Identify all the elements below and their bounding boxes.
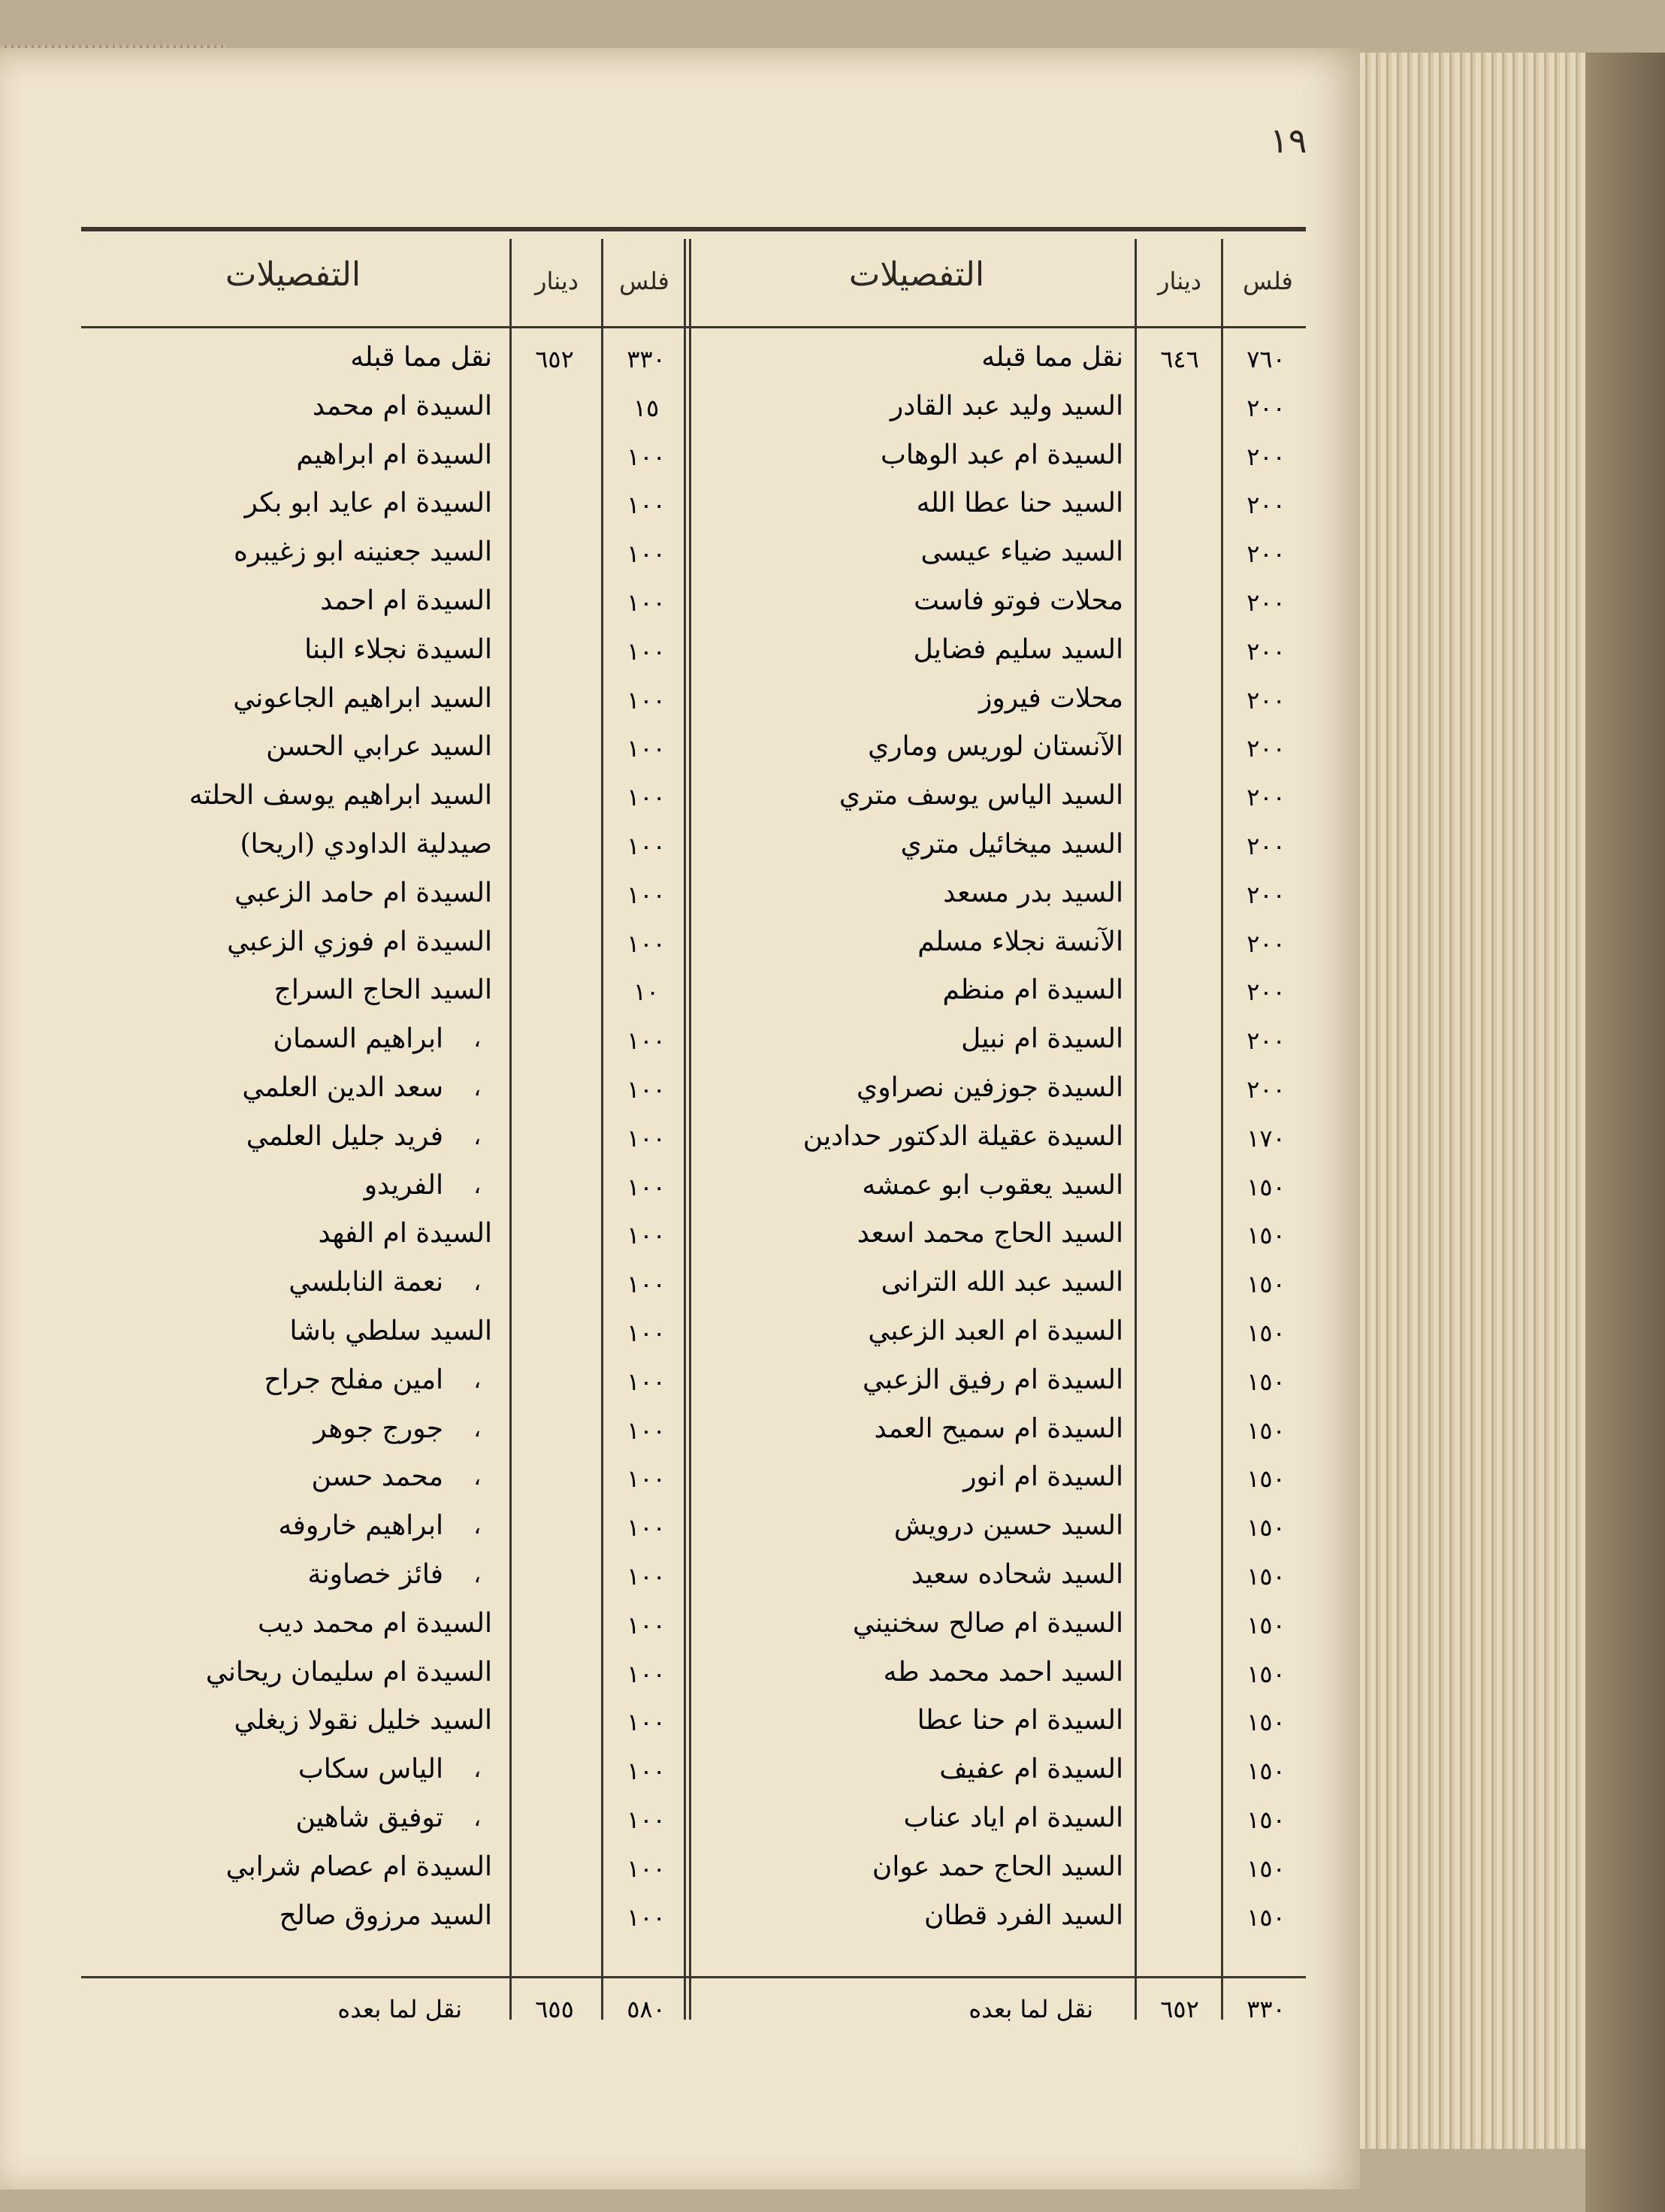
right-row-fils: ١٥٠ [1246,1513,1286,1543]
right-row-fils: ١٥٠ [1246,1562,1286,1591]
left-row-fils: ١٠٠ [627,1221,666,1250]
header-right-fils: فلس [1243,267,1293,295]
right-row-fils: ٢٠٠ [1246,978,1286,1007]
left-ditto-mark: ، [473,1806,481,1832]
left-row-fils: ١٠٠ [627,1123,666,1153]
right-row-name: السيدة جوزفين نصراوي [857,1072,1123,1103]
right-row-name: السيد حسين درويش [893,1510,1123,1542]
left-row-name: امين مفلح جراح [264,1364,443,1395]
right-row-name: السيد شحاده سعيد [911,1559,1123,1590]
left-ditto-mark: ، [473,1757,481,1784]
left-row-name: السيد سلطي باشا [289,1316,492,1346]
left-row-fils: ١٠٠ [627,1026,666,1056]
right-carried-in-label: نقل مما قبله [981,342,1123,373]
right-row-fils: ٢٠٠ [1246,539,1286,569]
left-row-fils: ١٠٠ [627,491,666,520]
right-row-fils: ٢٠٠ [1246,491,1286,520]
right-row-fils: ١٥٠ [1246,1902,1286,1932]
right-row-name: السيدة ام سميح العمد [874,1413,1123,1444]
left-row-name: السيد جعنينه ابو زغيبره [234,536,492,568]
right-row-name: السيد يعقوب ابو عمشه [862,1169,1123,1201]
left-row-fils: ١٠٠ [627,1416,666,1445]
divider-right-dinar-details [1135,239,1137,2020]
right-row-name: الآنستان لوريس وماري [868,731,1123,763]
left-row-name: السيد ابراهيم الجاعوني [233,682,492,714]
divider-left-dinar-details [509,239,512,2020]
left-ditto-mark: ، [473,1123,481,1150]
left-row-fils: ١٠٠ [627,1270,666,1299]
header-left-fils: فلس [619,267,669,295]
left-carried-out-label: نقل لما بعده [337,1995,462,2023]
right-row-name: السيدة ام اياد عناب [903,1803,1123,1833]
page-number: ١٩ [1270,120,1307,161]
left-row-fils: ١٠٠ [627,832,666,860]
right-row-fils: ١٥٠ [1246,1659,1286,1688]
left-row-fils: ١٠٠ [627,1757,666,1786]
left-row-fils: ١٠ [633,978,660,1007]
right-row-name: السيد بدر مسعد [943,877,1123,908]
left-row-name: صيدلية الداودي (اريحا) [240,829,492,860]
left-row-name: السيد خليل نقولا زيغلي [234,1705,492,1736]
header-top-rule [81,227,1306,231]
left-row-fils: ١٠٠ [627,1464,666,1494]
right-row-name: السيد الحاج حمد عوان [872,1851,1123,1882]
left-row-name: فريد جليل العلمي [246,1120,443,1152]
left-row-fils: ١٠٠ [627,880,666,909]
right-row-fils: ١٥٠ [1246,1270,1286,1299]
right-carried-in-fils: ٧٦٠ [1246,345,1286,373]
right-row-fils: ٢٠٠ [1246,1026,1286,1056]
left-row-fils: ١٠٠ [627,929,666,958]
left-row-fils: ١٠٠ [627,1319,666,1347]
right-row-name: السيدة عقيلة الدكتور حدادين [802,1120,1123,1152]
right-row-name: السيد سليم فضايل [913,633,1123,665]
left-row-fils: ١٠٠ [627,442,666,471]
left-row-fils: ١٥ [633,393,660,422]
left-row-fils: ١٠٠ [627,1659,666,1688]
left-row-name: سعد الدين العلمي [242,1072,443,1103]
right-row-fils: ١٥٠ [1246,1464,1286,1494]
header-right-dinar: دينار [1157,267,1201,295]
book-edge-shadow [1585,53,1665,2212]
right-row-fils: ٢٠٠ [1246,832,1286,860]
left-carried-in-dinar: ٦٥٢ [535,345,574,373]
left-row-name: الفريدو [364,1169,443,1201]
left-row-name: نعمة النابلسي [289,1267,443,1298]
left-ditto-mark: ، [473,1270,481,1297]
left-ditto-mark: ، [473,1513,481,1540]
left-row-name: جورج جوهر [313,1413,443,1444]
right-row-fils: ٢٠٠ [1246,636,1286,666]
right-row-name: محلات فوتو فاست [914,585,1123,616]
right-row-name: السيدة ام انور [963,1461,1123,1493]
right-row-fils: ١٥٠ [1246,1221,1286,1250]
right-row-fils: ٢٠٠ [1246,685,1286,715]
right-row-fils: ٢٠٠ [1246,783,1286,812]
right-row-name: السيدة ام حنا عطا [917,1705,1123,1736]
right-row-name: السيدة ام عفيف [939,1754,1123,1785]
left-ditto-mark: ، [473,1416,481,1443]
right-row-fils: ١٥٠ [1246,1757,1286,1786]
left-row-name: ابراهيم السمان [273,1023,443,1055]
right-carried-out-label: نقل لما بعده [968,1995,1093,2023]
left-row-name: السيدة ام محمد ديب [258,1607,492,1639]
right-row-fils: ١٥٠ [1246,1319,1286,1347]
left-row-name: السيدة ام حامد الزعبي [234,877,492,908]
left-row-name: محمد حسن [311,1461,443,1493]
right-row-fils: ٢٠٠ [1246,1075,1286,1104]
left-row-name: فائز خصاونة [307,1559,443,1590]
left-row-name: السيد عرابي الحسن [266,731,492,763]
right-carried-out-fils: ٣٣٠ [1246,1995,1286,2023]
right-row-fils: ١٥٠ [1246,1806,1286,1834]
right-row-name: السيد ضياء عيسى [920,536,1123,568]
left-row-name: السيد مرزوق صالح [279,1899,492,1931]
left-row-fils: ١٠٠ [627,1367,666,1396]
left-row-fils: ١٠٠ [627,1172,666,1201]
right-row-name: الآنسة نجلاء مسلم [917,926,1123,957]
left-row-name: توفيق شاهين [295,1803,443,1833]
left-row-name: السيدة ام فوزي الزعبي [227,926,492,957]
right-row-name: السيد الياس يوسف متري [839,780,1123,811]
left-row-fils: ١٠٠ [627,1513,666,1543]
left-row-name: السيدة نجلاء البنا [304,633,492,665]
left-row-fils: ١٠٠ [627,636,666,666]
right-carried-in-dinar: ٦٤٦ [1160,345,1199,373]
left-row-name: السيدة ام احمد [320,585,492,616]
right-row-name: محلات فيروز [978,682,1123,714]
right-row-name: السيد الفرد قطان [924,1899,1123,1931]
right-row-fils: ١٥٠ [1246,1367,1286,1396]
left-row-fils: ١٠٠ [627,685,666,715]
totals-rule [81,1976,1306,1978]
left-row-fils: ١٠٠ [627,1610,666,1639]
right-row-fils: ١٥٠ [1246,1610,1286,1639]
right-carried-out-dinar: ٦٥٢ [1160,1995,1199,2023]
header-bottom-rule [81,326,1306,328]
left-row-name: السيدة ام محمد [312,390,492,422]
left-row-fils: ١٠٠ [627,539,666,569]
header-right-details: التفصيلات [848,255,985,294]
left-ditto-mark: ، [473,1562,481,1588]
left-row-fils: ١٠٠ [627,783,666,812]
left-row-name: ابراهيم خاروفه [278,1510,443,1542]
right-row-name: السيد احمد محمد طه [883,1656,1123,1688]
left-row-name: السيدة ام عايد ابو بكر [244,488,492,519]
right-row-name: السيد عبد الله الترانى [881,1267,1123,1298]
right-row-fils: ٢٠٠ [1246,588,1286,617]
right-row-fils: ١٧٠ [1246,1123,1286,1153]
right-row-fils: ١٥٠ [1246,1172,1286,1201]
left-carried-out-dinar: ٦٥٥ [535,1995,574,2023]
left-row-name: السيدة ام الفهد [318,1218,492,1250]
left-row-fils: ١٠٠ [627,1854,666,1883]
right-row-fils: ١٥٠ [1246,1708,1286,1737]
left-row-fils: ١٠٠ [627,1075,666,1104]
left-row-fils: ١٠٠ [627,1708,666,1737]
left-ditto-mark: ، [473,1172,481,1199]
left-carried-out-fils: ٥٨٠ [627,1995,666,2023]
right-row-name: السيدة ام عبد الوهاب [881,439,1123,470]
left-row-fils: ١٠٠ [627,1562,666,1591]
right-row-name: السيدة ام رفيق الزعبي [863,1364,1123,1395]
left-carried-in-fils: ٣٣٠ [627,345,666,373]
right-row-fils: ١٥٠ [1246,1416,1286,1445]
right-row-name: السيدة ام نبيل [961,1023,1123,1055]
left-row-fils: ١٠٠ [627,588,666,617]
right-row-fils: ٢٠٠ [1246,929,1286,958]
left-row-name: السيدة ام سليمان ريحاني [205,1656,492,1688]
right-row-name: السيدة ام صالح سخنيني [852,1607,1123,1639]
header-left-details: التفصيلات [225,255,361,294]
right-row-fils: ٢٠٠ [1246,880,1286,909]
left-row-name: السيد ابراهيم يوسف الحلته [189,780,492,811]
left-row-name: السيدة ام ابراهيم [296,439,492,470]
right-row-name: السيد حنا عطا الله [916,488,1123,519]
right-row-name: السيد الحاج محمد اسعد [857,1218,1123,1250]
left-row-fils: ١٠٠ [627,1902,666,1932]
right-row-name: السيد ميخائيل متري [900,829,1123,860]
right-row-name: السيدة ام منظم [942,975,1123,1006]
left-carried-in-label: نقل مما قبله [350,342,492,373]
page-edges [1360,53,1585,2149]
header-left-dinar: دينار [534,267,579,295]
right-row-fils: ٢٠٠ [1246,393,1286,422]
left-row-name: الياس سكاب [298,1754,443,1785]
right-row-name: السيدة ام العبد الزعبي [868,1316,1123,1346]
left-row-fils: ١٠٠ [627,734,666,763]
left-ditto-mark: ، [473,1075,481,1101]
right-row-fils: ٢٠٠ [1246,734,1286,763]
left-row-name: السيد الحاج السراج [273,975,492,1006]
left-ditto-mark: ، [473,1026,481,1053]
right-row-name: السيد وليد عبد القادر [890,390,1123,422]
right-row-fils: ٢٠٠ [1246,442,1286,471]
left-row-name: السيدة ام عصام شرابي [225,1851,492,1882]
left-row-fils: ١٠٠ [627,1806,666,1834]
left-ditto-mark: ، [473,1367,481,1394]
right-row-fils: ١٥٠ [1246,1854,1286,1883]
left-ditto-mark: ، [473,1464,481,1491]
